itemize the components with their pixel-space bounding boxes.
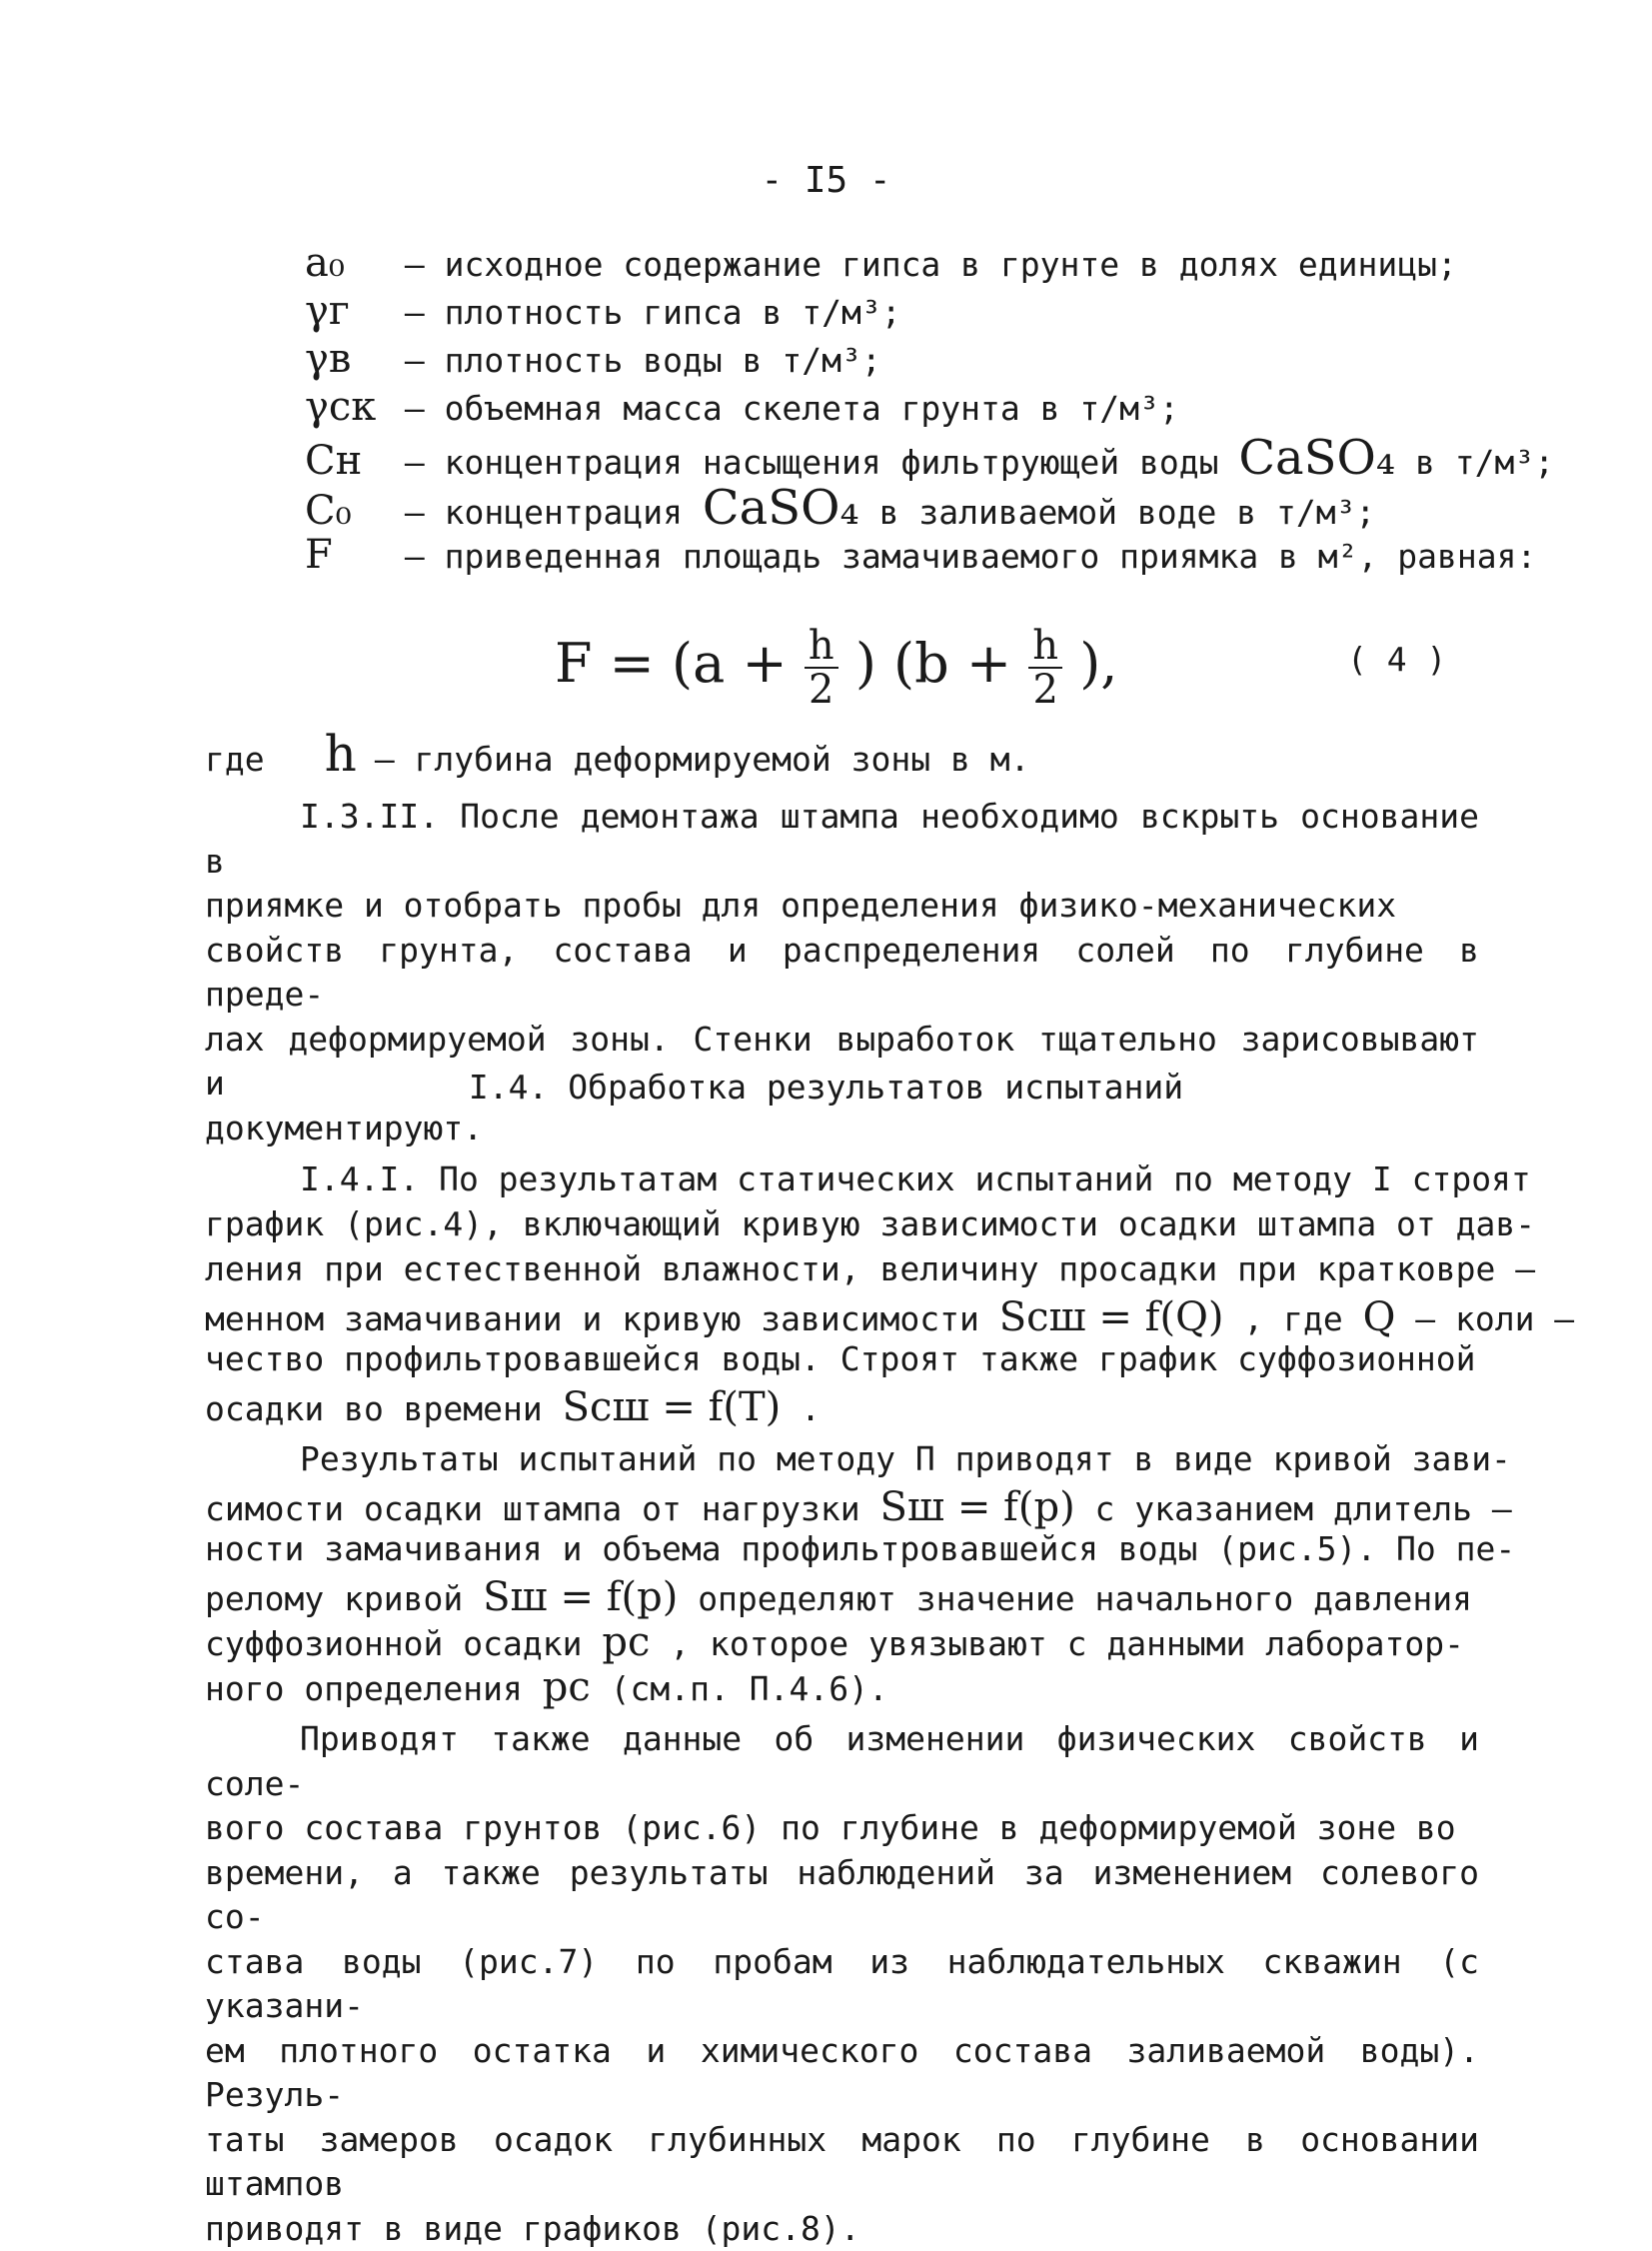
- definition-text: – концентрация насыщения фильтрующей воды: [404, 443, 1219, 482]
- formula-caso4: CaSO₄: [702, 480, 859, 536]
- where-prefix: где: [205, 740, 265, 779]
- fraction-denominator: 2: [1032, 667, 1058, 713]
- formula-end: ),: [1079, 632, 1118, 695]
- symbol-c0: C₀: [305, 488, 352, 534]
- definition-text: – концентрация: [404, 493, 684, 532]
- text-line: график (рис.4), включающий кривую зависимости осадки штампа от дав-: [205, 1204, 1536, 1243]
- text-line: ности замачивания и объема профильтровавшейся воды (рис.5). По пе-: [205, 1529, 1516, 1568]
- definition-text: – плотность воды в т/м³;: [404, 341, 881, 380]
- text-fragment: , где: [1243, 1299, 1343, 1338]
- text-fragment: (см.п. П.4.6).: [610, 1669, 888, 1708]
- paragraph-1-3-11: I.3.II. После демонтажа штампа необходимо вскрыть основание в приямке и отобрать пробы для определения физико-механических свойств грунта, состава и распределения солей по глубине в преде- лах деформируемой зоны. Стенки выработок тщательно зарисовывают и документируют.: [205, 797, 1479, 1147]
- definition-text: – приведенная площадь замачиваемого приямка в м², равная:: [404, 537, 1537, 576]
- symbol-cn: Cн: [305, 438, 363, 484]
- definition-a0: [305, 240, 1457, 286]
- text-fragment: – коли –: [1415, 1299, 1575, 1338]
- text-fragment: осадки во времени: [205, 1389, 543, 1428]
- text-fragment: определяют значение начального давления: [698, 1579, 1473, 1618]
- text-fragment: менном замачивании и кривую зависимости: [205, 1299, 979, 1338]
- equation-number: ( 4 ): [1347, 640, 1447, 679]
- formula-inline: Sш = f(p): [879, 1484, 1075, 1530]
- text-line: [205, 1294, 1574, 1340]
- where-text: – глубина деформируемой зоны в м.: [374, 740, 1030, 779]
- text-fragment: суффозионной осадки: [205, 1624, 583, 1663]
- fraction-numerator: h: [805, 625, 838, 669]
- text-fragment: симости осадки штампа от нагрузки: [205, 1489, 860, 1528]
- formula-inline: Sсш = f(Q): [998, 1294, 1224, 1340]
- text-fragment: с указанием длитель –: [1094, 1489, 1512, 1528]
- definition-gamma-v: [305, 336, 881, 382]
- definition-text: – исходное содержание гипса в грунте в долях единицы;: [404, 245, 1457, 284]
- symbol-gamma-v: γв: [305, 336, 352, 382]
- symbol-a0: a₀: [305, 240, 345, 286]
- where-clause: [205, 725, 1029, 783]
- formula-inline: pс: [542, 1664, 591, 1710]
- symbol-gamma-g: γг: [305, 288, 350, 334]
- definition-f: [305, 532, 1536, 578]
- text-fragment: , которое увязывают с данными лаборатор-: [670, 1624, 1464, 1663]
- symbol-h: h: [324, 725, 357, 783]
- fraction-denominator: 2: [809, 667, 834, 713]
- text-line: ления при естественной влажности, величину просадки при кратковре –: [205, 1249, 1536, 1288]
- definition-text: в заливаемой воде в т/м³;: [878, 493, 1376, 532]
- text-fragment: ного определения: [205, 1669, 523, 1708]
- fraction-h-over-2: [1028, 625, 1062, 711]
- formula-caso4: CaSO₄: [1238, 430, 1396, 486]
- definition-text: в т/м³;: [1415, 443, 1555, 482]
- formula-inline: Sсш = f(T): [562, 1384, 782, 1430]
- text-line: [205, 1384, 821, 1430]
- definition-cn: [305, 430, 1554, 486]
- formula-lhs: F = (a +: [555, 632, 788, 695]
- symbol-gamma-sk: γск: [305, 384, 377, 430]
- text-line: I.4.I. По результатам статических испытаний по методу I строят: [300, 1159, 1531, 1198]
- text-fragment: .: [801, 1389, 822, 1428]
- formula-inline: Sш = f(p): [483, 1574, 679, 1620]
- definition-c0: [305, 480, 1375, 536]
- text-line: чество профильтровавшейся воды. Строят также график суффозионной: [205, 1339, 1476, 1378]
- text-fragment: релому кривой: [205, 1579, 464, 1618]
- section-heading: I.4. Обработка результатов испытаний: [468, 1068, 1184, 1107]
- definition-text: – объемная масса скелета грунта в т/м³;: [404, 389, 1179, 428]
- formula-mid: ) (b +: [854, 632, 1012, 695]
- definition-gamma-sk: [305, 384, 1179, 430]
- page-number: - I5 -: [761, 160, 891, 201]
- definition-text: – плотность гипса в т/м³;: [404, 293, 901, 332]
- formula-area: [555, 625, 1117, 711]
- fraction-h-over-2: [805, 625, 838, 711]
- fraction-numerator: h: [1028, 625, 1062, 669]
- paragraph-final: Приводят также данные об изменении физических свойств и соле- вого состава грунтов (рис.6) по глубине в деформируемой зоне во времени, а также результаты наблюдений за изменением солевого со- става воды (рис.7) по пробам из наблюдательных скважин (с указани- ем плотного остатка и химического состава заливаемой воды). Резуль- таты замеров осадок глубинных марок по глубине в основании штампов приводят в виде графиков (рис.8).: [205, 1719, 1479, 2248]
- text-line: [205, 1484, 1512, 1530]
- definition-gamma-g: [305, 288, 901, 334]
- text-line: [205, 1664, 888, 1710]
- text-line: Результаты испытаний по методу П приводят в виде кривой зави-: [300, 1439, 1511, 1478]
- formula-inline: Q: [1362, 1294, 1396, 1340]
- text-line: [205, 1619, 1464, 1665]
- text-line: [205, 1574, 1472, 1620]
- formula-inline: pс: [602, 1619, 651, 1665]
- symbol-f: F: [305, 532, 333, 578]
